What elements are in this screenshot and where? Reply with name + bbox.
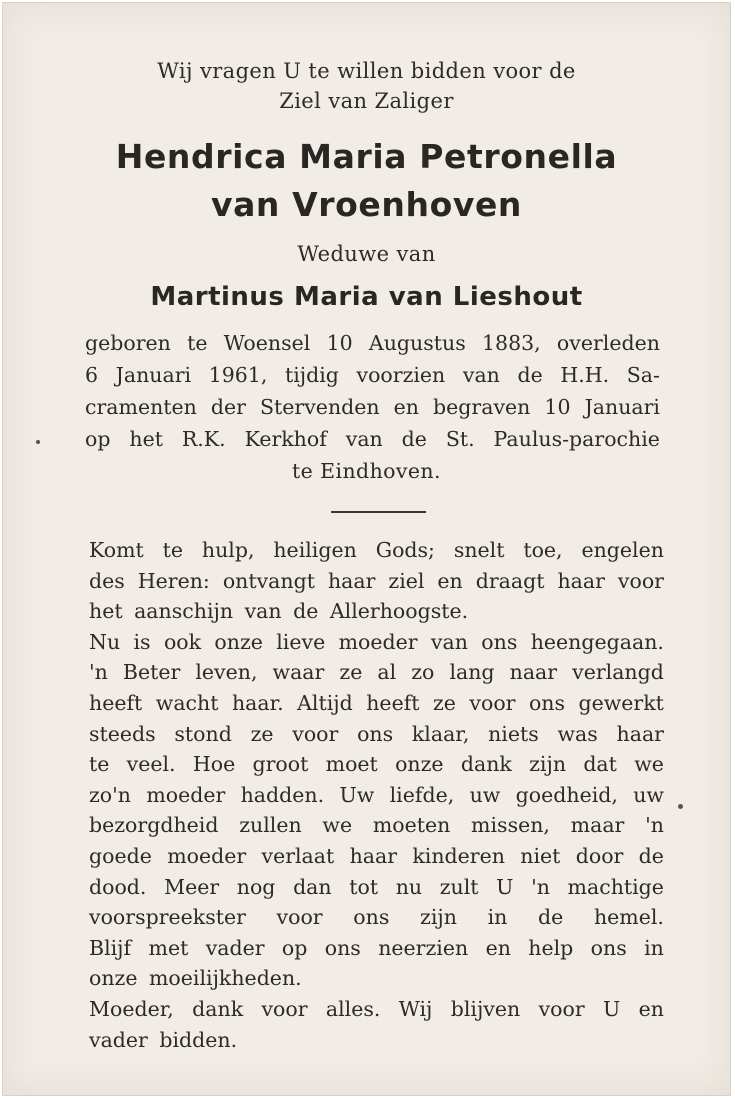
- word: voor: [617, 568, 664, 593]
- word: moeder: [167, 843, 247, 868]
- memorial-card: [2, 2, 731, 1096]
- word: bezorgdheid: [89, 813, 219, 838]
- word: moeder: [146, 782, 226, 807]
- word: 'n: [531, 874, 550, 899]
- word: ze: [250, 721, 274, 746]
- word: haar: [349, 843, 398, 868]
- word: Beter: [122, 660, 181, 685]
- word: kinderen: [412, 843, 505, 868]
- word: maar: [570, 813, 625, 838]
- word: Blijf: [89, 935, 132, 960]
- prayer-line: [89, 844, 664, 875]
- prayer-line: [89, 783, 664, 814]
- prayer-line: vader bidden.: [89, 1027, 238, 1052]
- word: onze: [214, 629, 263, 654]
- word: Januari: [115, 363, 192, 387]
- word: onze: [395, 752, 444, 777]
- word: dan: [293, 874, 332, 899]
- prayer-line: [89, 997, 664, 1028]
- word: Stervenden: [260, 395, 380, 419]
- word: help: [528, 935, 574, 960]
- word: neerzien: [378, 935, 469, 960]
- word: waar: [272, 660, 325, 685]
- word: 1883,: [481, 331, 541, 355]
- word: te: [187, 331, 208, 355]
- intro-line-1: Wij vragen U te willen bidden voor de: [157, 59, 576, 83]
- word: we: [322, 813, 353, 838]
- word: U: [603, 996, 621, 1021]
- word: ons: [528, 690, 566, 715]
- word: verlangd: [572, 660, 664, 685]
- word: Augustus: [368, 331, 466, 355]
- word: Wij: [398, 996, 433, 1021]
- word: der: [210, 395, 246, 419]
- divider-line: [331, 511, 426, 513]
- word: zult: [439, 874, 479, 899]
- word: al: [377, 660, 397, 685]
- word: Woensel: [223, 331, 311, 355]
- word: ontvangt: [222, 568, 315, 593]
- word: Meer: [164, 874, 220, 899]
- word: lang: [449, 660, 495, 685]
- word: de: [538, 905, 564, 930]
- word: hadden.: [240, 782, 325, 807]
- prayer-line: [89, 691, 664, 722]
- word: voorzien: [356, 363, 446, 387]
- prayer-paragraph: [89, 538, 664, 1058]
- word: 6: [85, 363, 99, 387]
- word: uw: [633, 782, 664, 807]
- word: missen,: [471, 813, 550, 838]
- word: moet: [325, 752, 378, 777]
- word: ons: [353, 905, 390, 930]
- word: haar: [616, 721, 664, 746]
- word: 10: [326, 331, 353, 355]
- word: toe,: [523, 538, 563, 562]
- word: niet: [520, 843, 561, 868]
- biography-line: [85, 427, 660, 459]
- word: geboren: [85, 331, 171, 355]
- word: en: [638, 996, 664, 1021]
- prayer-line: [89, 569, 664, 600]
- deceased-name-line-1: Hendrica Maria Petronella: [115, 137, 618, 176]
- word: R.K.: [181, 427, 226, 451]
- prayer-line: onze moeilijkheden.: [89, 966, 302, 991]
- word: machtige: [567, 874, 664, 899]
- word: van: [345, 427, 383, 451]
- word: Kerkhof: [244, 427, 327, 451]
- word: haar: [557, 568, 605, 593]
- word: des: [89, 568, 125, 593]
- word: voor: [261, 996, 308, 1021]
- word: naar: [509, 660, 558, 685]
- word: snelt: [453, 538, 505, 562]
- word: voor: [538, 996, 585, 1021]
- word: zullen: [239, 813, 302, 838]
- word: het: [129, 427, 163, 451]
- word: goedheid,: [515, 782, 618, 807]
- word: verlaat: [261, 843, 335, 868]
- word: heiligen: [273, 538, 357, 562]
- word: dank: [460, 752, 512, 777]
- word: engelen: [581, 538, 664, 562]
- word: steeds: [89, 721, 156, 746]
- word: en: [485, 935, 511, 960]
- word: haar.: [231, 690, 284, 715]
- word: is: [133, 629, 151, 654]
- word: in: [644, 935, 664, 960]
- biography-line: [85, 331, 660, 363]
- word: 'n: [89, 660, 108, 685]
- word: dank: [192, 996, 244, 1021]
- word: hemel.: [593, 905, 664, 930]
- word: leven,: [195, 660, 258, 685]
- word: was: [557, 721, 598, 746]
- word: voor: [469, 690, 516, 715]
- word: 10: [544, 395, 571, 419]
- word: nog: [236, 874, 276, 899]
- word: Moeder,: [89, 996, 174, 1021]
- word: St.: [445, 427, 475, 451]
- word: Januari: [584, 395, 660, 419]
- word: dood.: [89, 874, 147, 899]
- word: voorspreekster: [89, 905, 246, 930]
- word: Uw: [339, 782, 375, 807]
- word: en: [437, 568, 463, 593]
- word: Komt: [89, 538, 144, 562]
- word: alles.: [325, 996, 381, 1021]
- word: de: [638, 843, 664, 868]
- word: Heren:: [137, 568, 210, 593]
- word: van: [462, 363, 500, 387]
- word: hulp,: [201, 538, 255, 562]
- word: goede: [89, 843, 152, 868]
- word: Hoe: [192, 752, 236, 777]
- prayer-line: het aanschijn van de Allerhoogste.: [89, 599, 469, 624]
- word: vader: [205, 935, 265, 960]
- word: te: [162, 538, 184, 562]
- word: moeten: [372, 813, 451, 838]
- prayer-line: [89, 538, 664, 569]
- prayer-line: [89, 722, 664, 753]
- husband-name: Martinus Maria van Lieshout: [150, 282, 583, 312]
- prayer-line: [89, 905, 664, 936]
- word: haar: [327, 568, 376, 593]
- word: liefde,: [389, 782, 455, 807]
- word: door: [575, 843, 624, 868]
- word: van: [430, 629, 468, 654]
- print-speck: [678, 804, 683, 809]
- word: zijn: [420, 905, 457, 930]
- word: in: [487, 905, 508, 930]
- word: voor: [276, 905, 323, 930]
- word: ziel: [388, 568, 425, 593]
- biography-last-line: te Eindhoven.: [292, 459, 441, 483]
- word: Paulus-parochie: [493, 427, 660, 451]
- word: Sa-: [626, 363, 660, 387]
- word: ons: [481, 629, 518, 654]
- word: te: [89, 752, 110, 777]
- word: we: [634, 752, 664, 777]
- biography-paragraph: [85, 331, 660, 459]
- word: de: [401, 427, 427, 451]
- word: moeder: [338, 629, 418, 654]
- prayer-line: [89, 630, 664, 661]
- word: heengegaan.: [530, 629, 664, 654]
- word: tot: [349, 874, 379, 899]
- word: ze: [433, 690, 456, 715]
- word: 'n: [645, 813, 664, 838]
- prayer-line: [89, 752, 664, 783]
- word: ook: [163, 629, 202, 654]
- word: blijven: [450, 996, 521, 1021]
- word: op: [85, 427, 111, 451]
- prayer-line: [89, 936, 664, 967]
- widow-label: Weduwe van: [297, 242, 436, 266]
- word: ons: [357, 721, 394, 746]
- prayer-line: [89, 660, 664, 691]
- word: draagt: [475, 568, 545, 593]
- word: met: [148, 935, 189, 960]
- word: heeft: [89, 690, 143, 715]
- word: ze: [339, 660, 363, 685]
- word: klaar,: [411, 721, 470, 746]
- word: dat: [583, 752, 617, 777]
- biography-line: [85, 395, 660, 427]
- biography-line: [85, 363, 660, 395]
- word: begraven: [433, 395, 531, 419]
- word: Nu: [89, 629, 121, 654]
- word: U: [496, 874, 514, 899]
- word: heeft: [366, 690, 420, 715]
- word: groot: [252, 752, 309, 777]
- word: nu: [395, 874, 423, 899]
- intro-line-2: Ziel van Zaliger: [279, 89, 454, 113]
- word: zo: [411, 660, 435, 685]
- print-speck: [36, 440, 40, 444]
- word: ons: [590, 935, 627, 960]
- word: gewerkt: [578, 690, 664, 715]
- word: ons: [324, 935, 361, 960]
- word: cramenten: [85, 395, 197, 419]
- word: de: [517, 363, 543, 387]
- deceased-name-line-2: van Vroenhoven: [210, 185, 523, 224]
- word: H.H.: [560, 363, 610, 387]
- word: tijdig: [284, 363, 339, 387]
- word: zijn: [529, 752, 567, 777]
- word: zo'n: [89, 782, 131, 807]
- word: en: [393, 395, 419, 419]
- word: stond: [174, 721, 232, 746]
- word: Altijd: [297, 690, 353, 715]
- word: wacht: [155, 690, 219, 715]
- word: uw: [469, 782, 501, 807]
- word: op: [281, 935, 308, 960]
- word: 1961,: [208, 363, 268, 387]
- word: niets: [488, 721, 539, 746]
- prayer-line: [89, 813, 664, 844]
- prayer-line: [89, 875, 664, 906]
- word: overleden: [556, 331, 660, 355]
- word: Gods;: [375, 538, 435, 562]
- word: lieve: [276, 629, 326, 654]
- word: voor: [292, 721, 339, 746]
- word: veel.: [126, 752, 176, 777]
